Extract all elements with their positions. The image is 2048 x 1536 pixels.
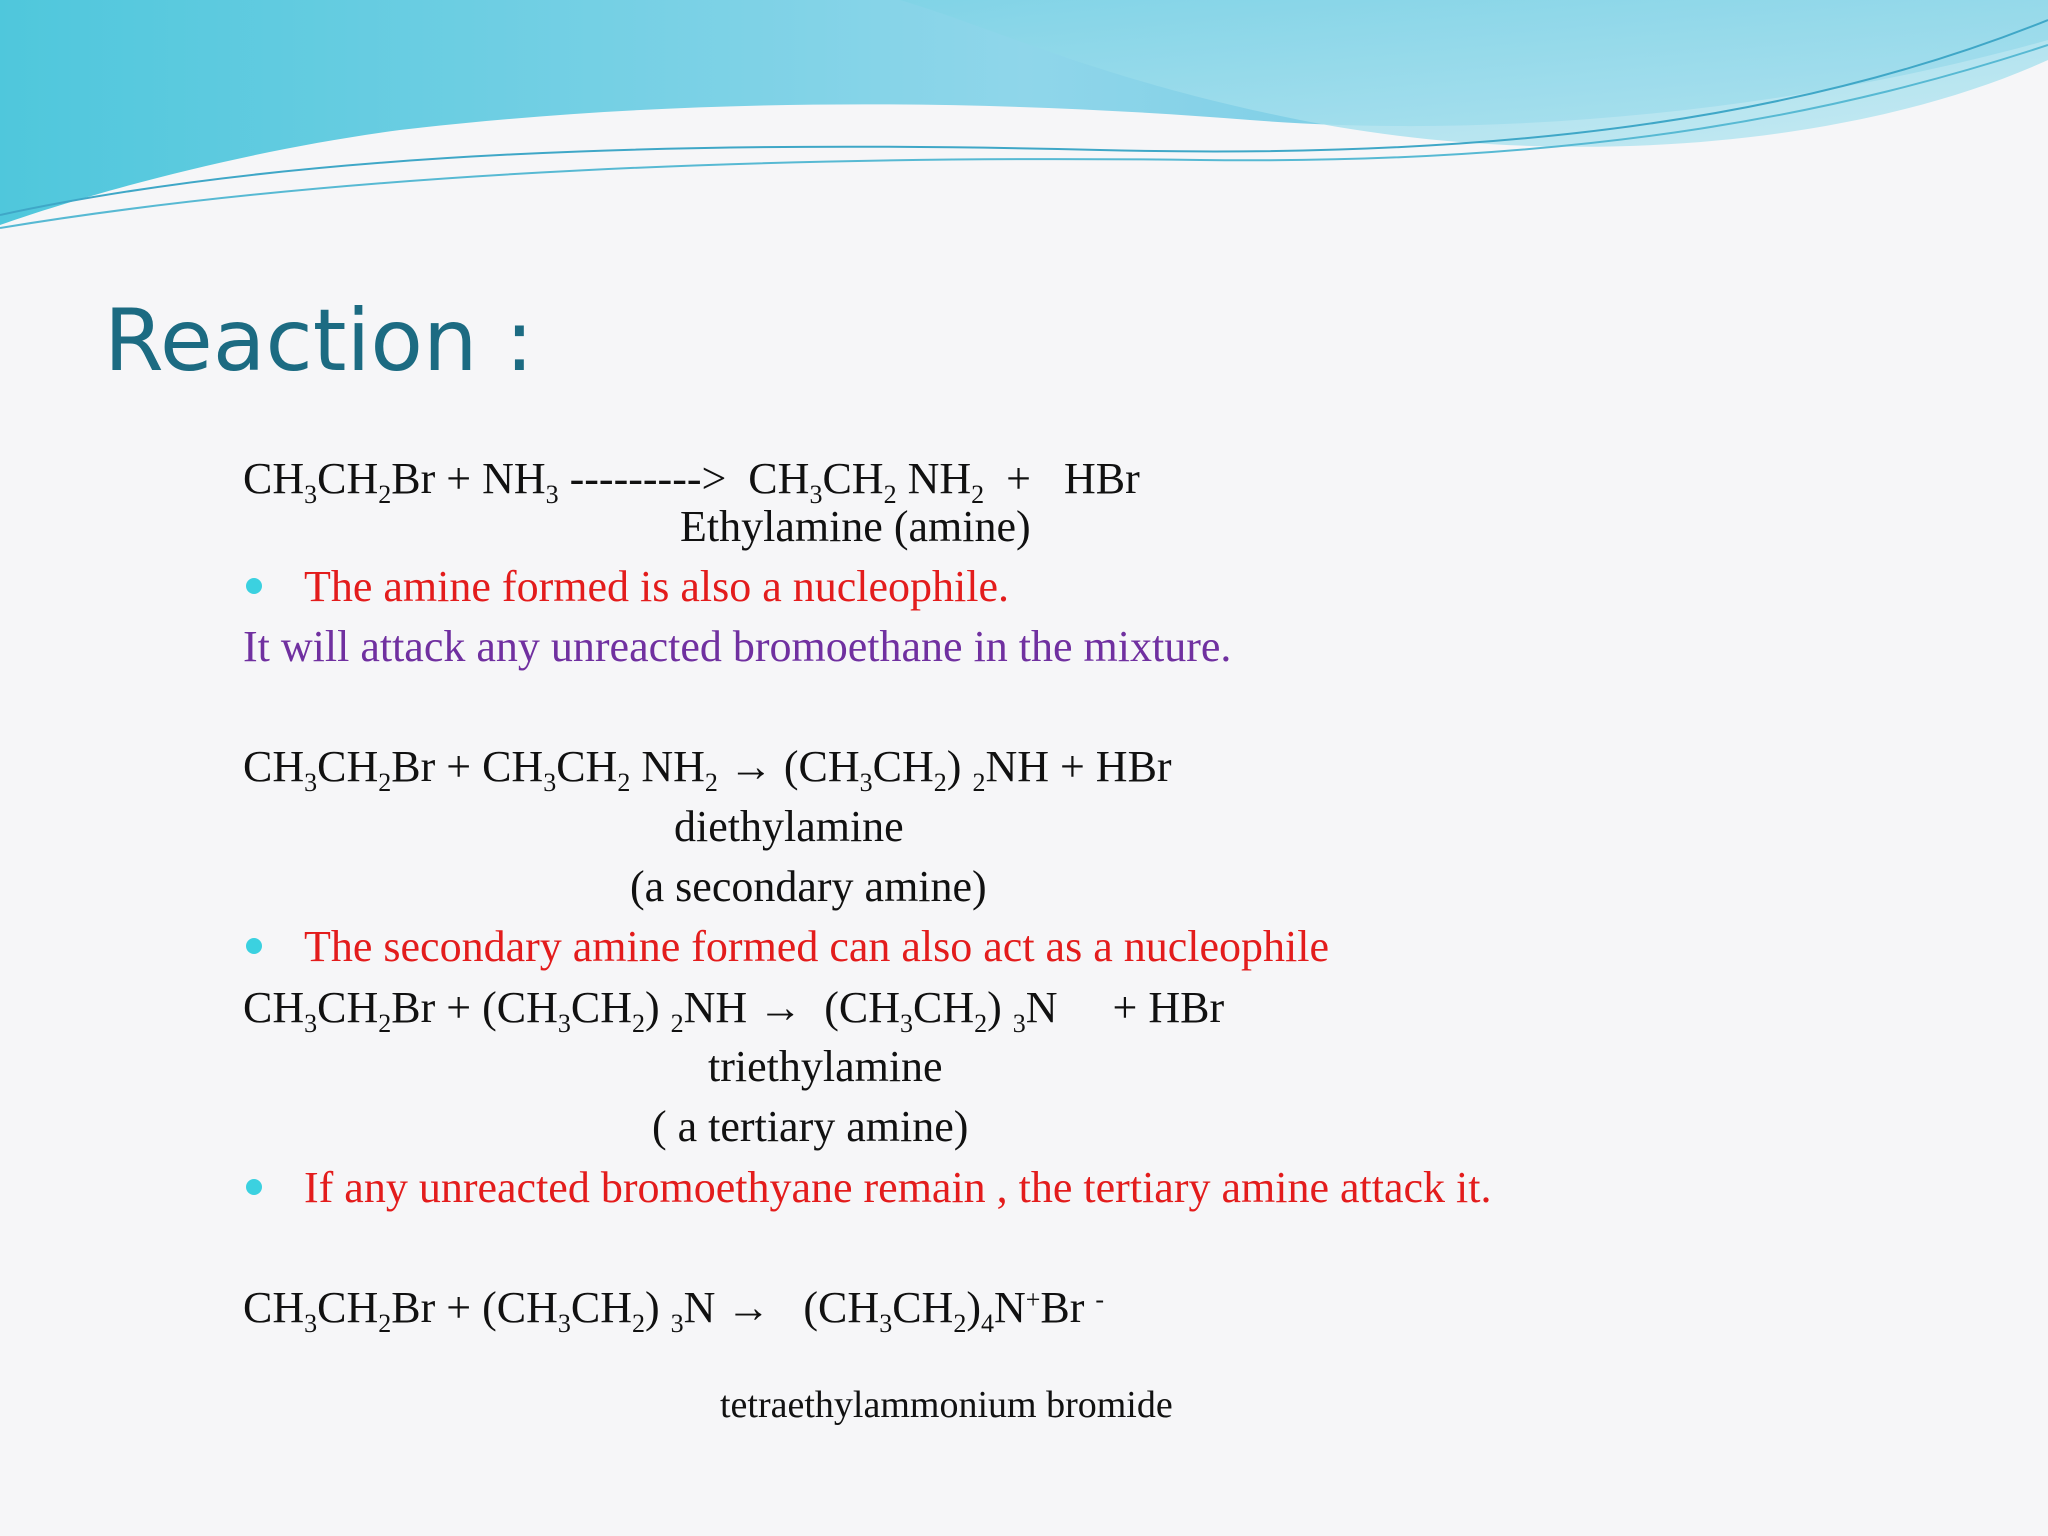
reaction-1-product-name: Ethylamine (amine)	[680, 502, 1031, 551]
reaction-3-product-name: triethylamine	[708, 1042, 943, 1091]
bullet-dot-2	[246, 938, 262, 954]
reaction-2-equation: $CH_3CH_2Br + CH_3CH_2$ $NH_2 \to (CH_3CH_2) _2NH$ + HBr	[243, 742, 1172, 797]
reaction-4-product-name: tetraethylammonium bromide	[720, 1384, 1173, 1426]
reaction-2-product-class: (a secondary amine)	[630, 862, 987, 911]
reaction-4-equation: $CH_3CH_2Br + (CH_3CH_2) _3N \to (CH_3CH_2)_4N^+Br$ -	[243, 1283, 1105, 1338]
bullet-2-text: The secondary amine formed can also act as a nucleophile	[304, 922, 1329, 971]
slide-title: Reaction :	[104, 291, 534, 391]
bullet-dot-1	[246, 578, 262, 594]
reaction-1-equation: $CH_3CH_2Br + NH_3$ ---------> $CH_3CH_2$ $NH_2$ + HBr	[243, 454, 1140, 509]
bullet-dot-3	[246, 1179, 262, 1195]
reaction-3-equation: $CH_3CH_2Br + (CH_3CH_2) _2NH \to (CH_3CH_2)$ $_3$N + HBr	[243, 983, 1225, 1038]
bullet-1-text: The amine formed is also a nucleophile.	[304, 562, 1009, 611]
reaction-2-product-name: diethylamine	[674, 802, 904, 851]
bullet-3-text: If any unreacted bromoethyane remain , the tertiary amine attack it.	[304, 1163, 1492, 1212]
reaction-3-product-class: ( a tertiary amine)	[652, 1102, 969, 1151]
header-wave-decoration	[0, 0, 2048, 240]
note-1-text: It will attack any unreacted bromoethane in the mixture.	[243, 622, 1232, 671]
